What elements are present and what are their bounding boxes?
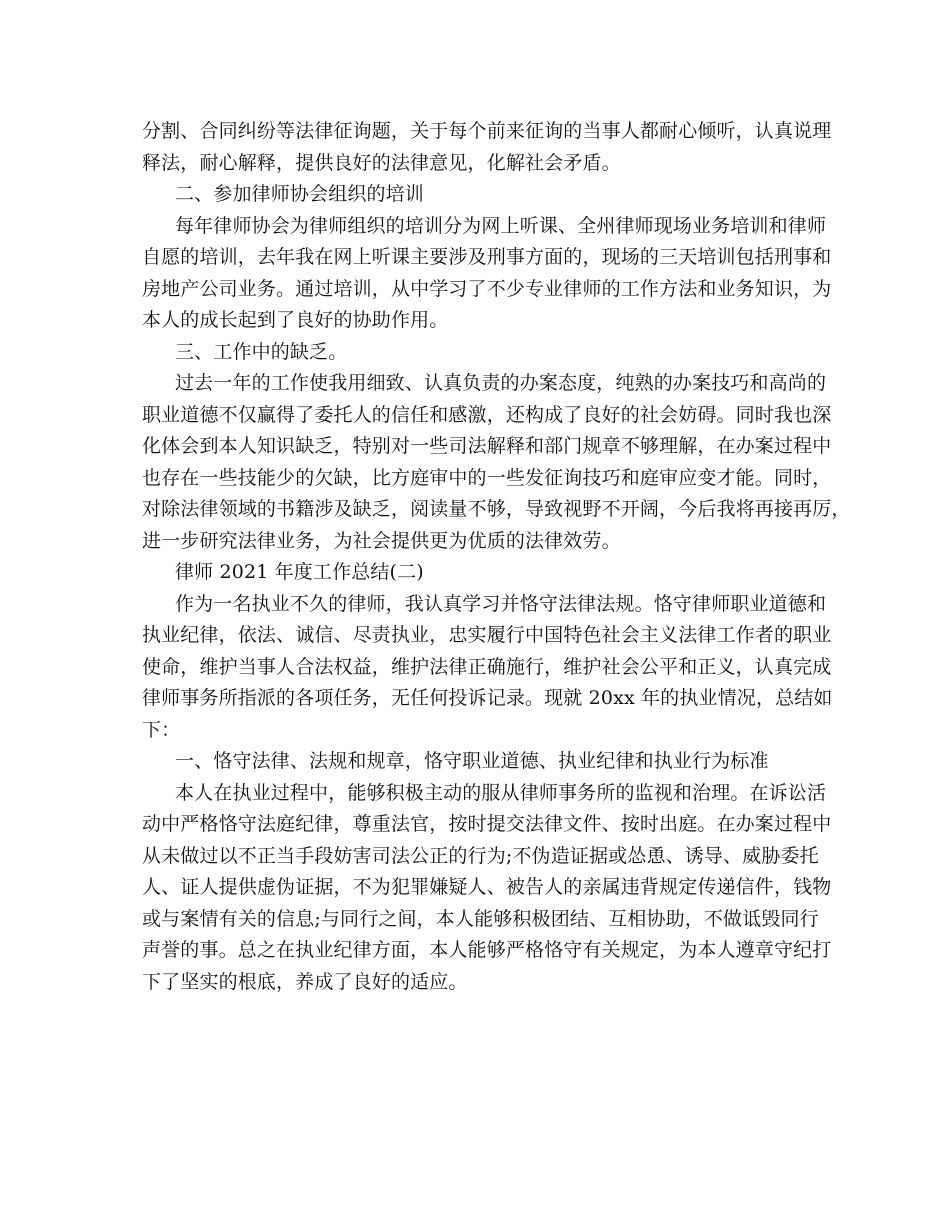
text-line: 房地产公司业务。通过培训，从中学习了不少专业律师的工作方法和业务知识，为	[142, 277, 832, 300]
text-line: 释法，耐心解释，提供良好的法律意见，化解社会矛盾。	[142, 151, 621, 174]
text-line: 律师事务所指派的各项任务，无任何投诉记录。现就 20xx 年的执业情况，总结如	[142, 687, 833, 709]
text-line: 人、证人提供虚伪证据，不为犯罪嫌疑人、被告人的亲属违背规定传递信件，钱物	[142, 876, 832, 898]
text-line: 下：	[142, 718, 181, 741]
text-line: 本人的成长起到了良好的协助作用。	[142, 309, 449, 331]
paragraph-part-two-intro	[142, 589, 833, 747]
paragraph-compliance	[142, 778, 832, 999]
text-line: 动中严格恪守法庭纪律，尊重法官，按时提交法律文件、按时出庭。在办案过程中	[142, 813, 832, 835]
heading-line: 一、恪守法律、法规和规章，恪守职业道德、执业纪律和执业行为标准	[175, 750, 769, 772]
paragraph-training	[142, 211, 832, 337]
text-line: 自愿的培训，去年我在网上听课主要涉及刑事方面的，现场的三天培训包括刑事和	[142, 246, 832, 268]
text-line: 对除法律领域的书籍涉及缺乏，阅读量不够，导致视野不开阔，今后我将再接再厉，	[142, 498, 851, 520]
text-line: 使命，维护当事人合法权益，维护法律正确施行，维护社会公平和正义，认真完成	[142, 655, 832, 678]
text-line: 化体会到本人知识缺乏，特别对一些司法解释和部门规章不够理解，在办案过程中	[142, 435, 832, 457]
paragraph-intro-continuation	[142, 116, 832, 179]
section-heading-compliance	[142, 746, 814, 778]
section-title-part-two	[142, 557, 814, 589]
paragraph-shortcomings	[142, 368, 851, 557]
text-line: 进一步研究法律业务，为社会提供更为优质的法律效劳。	[142, 529, 621, 552]
section-heading-training	[142, 179, 814, 211]
text-line: 过去一年的工作使我用细致、认真负责的办案态度，纯熟的办案技巧和高尚的	[175, 372, 827, 394]
heading-line: 二、参加律师协会组织的培训	[175, 183, 424, 205]
text-line: 职业道德不仅赢得了委托人的信任和感激，还构成了良好的社会妨碍。同时我也深	[142, 403, 832, 426]
text-line: 下了坚实的根底，养成了良好的适应。	[142, 970, 468, 993]
text-line: 或与案情有关的信息;与同行之间，本人能够积极团结、互相协助，不做诋毁同行	[142, 907, 819, 930]
text-line: 从未做过以不正当手段妨害司法公正的行为;不伪造证据或怂恿、诱导、威胁委托	[142, 844, 819, 867]
text-line: 执业纪律，依法、诚信、尽责执业，忠实履行中国特色社会主义法律工作者的职业	[142, 624, 832, 646]
text-line: 本人在执业过程中，能够积极主动的服从律师事务所的监视和治理。在诉讼活	[175, 781, 827, 804]
text-line: 作为一名执业不久的律师，我认真学习并恪守法律法规。恪守律师职业道德和	[175, 592, 827, 615]
text-line: 分割、合同纠纷等法律征询题，关于每个前来征询的当事人都耐心倾听，认真说理	[142, 120, 832, 142]
section-heading-shortcomings	[142, 337, 814, 369]
document-body	[142, 116, 851, 998]
text-line: 也存在一些技能少的欠缺，比方庭审中的一些发征询技巧和庭审应变才能。同时，	[142, 466, 832, 489]
title-line: 律师 2021 年度工作总结(二)	[175, 561, 424, 583]
text-line: 声誉的事。总之在执业纪律方面，本人能够严格恪守有关规定，为本人遵章守纪打	[142, 939, 832, 961]
heading-line: 三、工作中的缺乏。	[175, 340, 348, 363]
text-line: 每年律师协会为律师组织的培训分为网上听课、全州律师现场业务培训和律师	[175, 214, 827, 237]
